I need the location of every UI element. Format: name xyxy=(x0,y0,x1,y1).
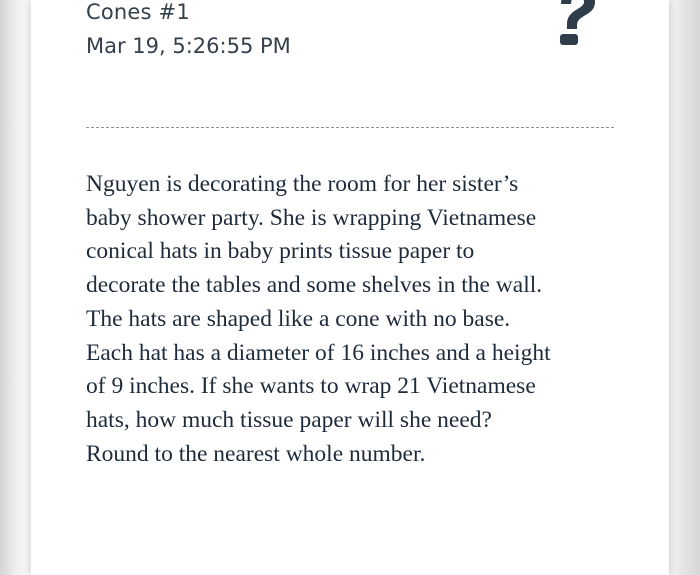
question-line: hats, how much tissue paper will she need? xyxy=(86,406,492,433)
question-text xyxy=(86,168,626,471)
question-line: of 9 inches. If she wants to wrap 21 Vietnamese xyxy=(86,373,536,400)
question-line: Round to the nearest whole number. xyxy=(86,440,426,467)
question-line: Nguyen is decorating the room for her sister’s xyxy=(86,171,519,197)
problem-title: Cones #1 xyxy=(86,0,190,24)
question-line: decorate the tables and some shelves in the wall. xyxy=(86,272,543,299)
question-line: baby shower party. She is wrapping Vietnamese xyxy=(86,204,537,231)
timestamp: Mar 19, 5:26:55 PM xyxy=(86,34,291,58)
section-divider xyxy=(86,127,614,128)
question-line: The hats are shaped like a cone with no base. xyxy=(86,305,511,332)
question-line: conical hats in baby prints tissue paper to xyxy=(86,238,475,265)
question-line: Each hat has a diameter of 16 inches and a height xyxy=(86,339,551,366)
question-mark-icon[interactable] xyxy=(552,0,600,46)
